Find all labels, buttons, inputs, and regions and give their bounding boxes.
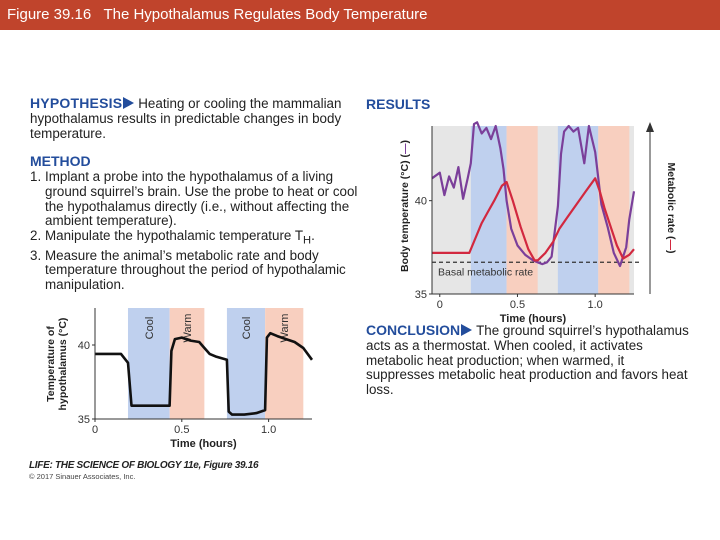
step-subscript: H — [303, 234, 312, 247]
y-axis-title-line: Temperature of — [45, 326, 57, 402]
band-label: Warm — [279, 313, 292, 343]
step-number: 2. — [30, 228, 42, 244]
cool-band — [558, 126, 598, 294]
y-tick-label: 35 — [414, 289, 427, 301]
step-text: Manipulate the hypothalamic temperature T — [45, 228, 304, 244]
y-tick-label: 40 — [77, 340, 90, 352]
results-heading: RESULTS — [366, 96, 431, 112]
y-axis-title-line: hypothalamus (°C) — [57, 317, 69, 411]
method-step — [30, 229, 360, 248]
band-label: Warm — [182, 313, 195, 343]
hypothesis-block — [30, 96, 360, 141]
y2-axis-title-text: ) — [665, 250, 677, 254]
hypothalamus-temperature-chart — [30, 300, 330, 455]
results-chart — [392, 116, 692, 325]
band-label: Cool — [143, 316, 156, 340]
x-tick-label: 1.0 — [260, 424, 277, 436]
step-number: 3. — [30, 247, 42, 263]
basal-rate-label: Basal metabolic rate — [438, 266, 534, 279]
y-tick-label: 40 — [414, 195, 427, 208]
y-axis-title-text: ) — [399, 140, 411, 144]
method-step — [30, 170, 360, 229]
x-tick-label: 0 — [91, 424, 99, 436]
y2-axis-title — [665, 162, 677, 253]
conclusion-block — [366, 323, 696, 398]
x-axis-title: Time (hours) — [170, 438, 237, 450]
right-axis-arrow — [646, 122, 654, 132]
temperature-key: — — [399, 143, 411, 155]
y-axis-title-text: Body temperature (°C) ( — [399, 154, 411, 272]
y-axis-title — [45, 318, 69, 411]
x-tick-label: 1.0 — [587, 299, 603, 311]
citation-copyright: © 2017 Sinauer Associates, Inc. — [29, 472, 136, 481]
method-step — [30, 249, 360, 293]
hypothesis-heading: HYPOTHESIS — [30, 95, 123, 111]
conclusion-heading: CONCLUSION — [366, 322, 461, 338]
metabolic-key: — — [665, 239, 677, 251]
method-steps — [30, 170, 360, 293]
method-heading: METHOD — [30, 153, 91, 169]
step-number: 1. — [30, 169, 42, 184]
step-text: Implant a probe into the hypothalamus of a living ground squirrel’s brain. Use the probe to heat or cool the hypothalamus directly (i.e., without affecting the ambient temperature). — [45, 169, 358, 229]
x-axis-title: Time (hours) — [499, 313, 567, 325]
x-tick-label: 0 — [436, 299, 443, 311]
arrow-icon — [123, 97, 134, 109]
citation — [29, 460, 258, 481]
y-tick-label: 35 — [77, 414, 90, 426]
arrow-icon — [461, 324, 472, 336]
x-tick-label: 0.5 — [509, 299, 526, 311]
step-text: Measure the animal’s metabolic rate and body temperature throughout the period of hypothalamic manipulation. — [45, 247, 346, 293]
citation-title: LIFE: THE SCIENCE OF BIOLOGY 11e, Figure 39.16 — [29, 460, 259, 471]
conclusion-text: The ground squirrel’s hypothalamus acts as a thermostat. When cooled, it activates metabolic heat production; when warmed, it suppresses metabolic heat production and favors heat loss. — [366, 323, 689, 398]
hypothesis-text: Heating or cooling the mammalian hypothalamus results in predictable changes in body temperature. — [30, 96, 342, 141]
y-axis-title — [399, 140, 411, 272]
step-end: . — [311, 228, 315, 244]
x-tick-label: 0.5 — [174, 424, 190, 436]
slide-title: Figure 39.16 The Hypothalamus Regulates Body Temperature — [0, 0, 720, 30]
band-label: Cool — [241, 316, 254, 340]
y2-axis-title-text: Metabolic rate ( — [665, 162, 677, 240]
